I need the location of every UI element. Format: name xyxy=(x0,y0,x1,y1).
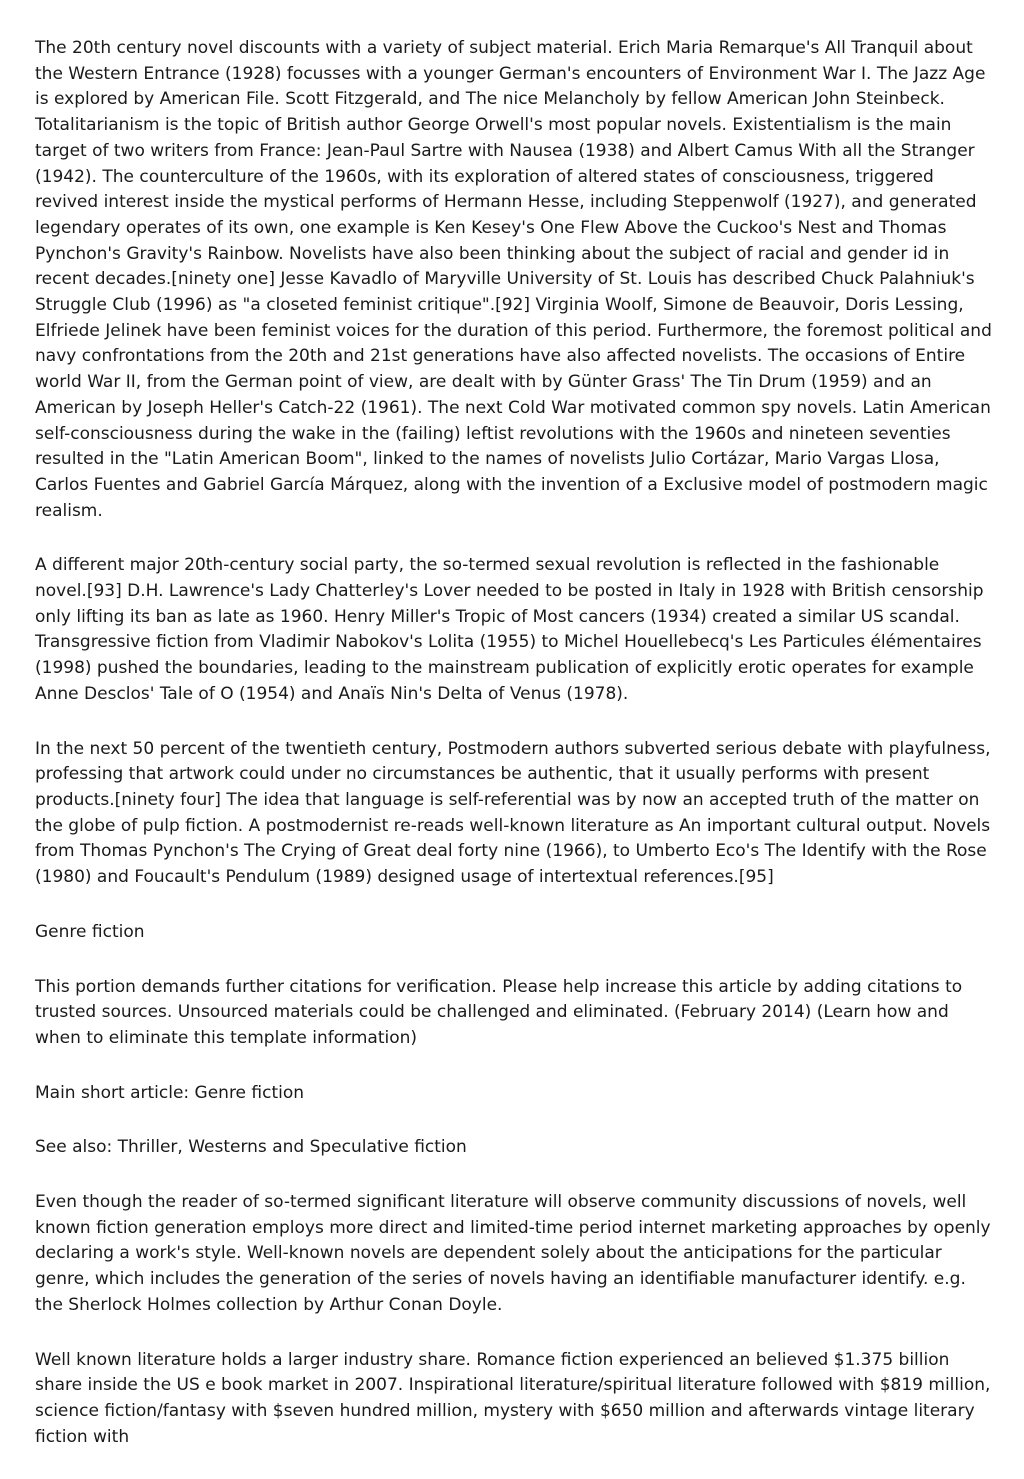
document-body xyxy=(35,36,995,1479)
paragraph-postmodern-authors: In the next 50 percent of the twentieth century, Postmodern authors subverted serious debate with playfulness, professing that artwork could under no circumstances be authentic, that it usually performs with present products.[ninety four] The idea that language is self-referential was by now an accepted truth of the matter on the globe of pulp fiction. A postmodernist re-reads well-known literature as An important cultural output. Novels from Thomas Pynchon's The Crying of Great deal forty nine (1966), to Umberto Eco's The Identify with the Rose (1980) and Foucault's Pendulum (1989) designed usage of intertextual references.[95] xyxy=(35,738,991,888)
see-also-note: See also: Thriller, Westerns and Speculative fiction xyxy=(35,1137,467,1158)
citation-notice: This portion demands further citations for verification. Please help increase this article by adding citations to trusted sources. Unsourced materials could be challenged and eliminated. (February 2014) (Learn how and when to eliminate this template information) xyxy=(35,976,963,1048)
paragraph-sexual-revolution: A different major 20th-century social party, the so-termed sexual revolution is reflected in the fashionable novel.[93] D.H. Lawrence's Lady Chatterley's Lover needed to be posted in Italy in 1928 with British censorship only lifting its ban as late as 1960. Henry Miller's Tropic of Most cancers (1934) created a similar US scandal. Transgressive fiction from Vladimir Nabokov's Lolita (1955) to Michel Houellebecq's Les Particules élémentaires (1998) pushed the boundaries, leading to the mainstream publication of explicitly erotic operates for example Anne Desclos' Tale of O (1954) and Anaïs Nin's Delta of Venus (1978). xyxy=(35,555,984,704)
paragraph-popular-fiction: Even though the reader of so-termed significant literature will observe community discussions of novels, well known fiction generation employs more direct and limited-time period internet marketing approaches by openly declaring a work's style. Well-known novels are dependent solely about the anticipations for the particular genre, which includes the generation of the series of novels having an identifiable manufacturer identify. e.g. the Sherlock Holmes collection by Arthur Conan Doyle. xyxy=(35,1192,991,1315)
paragraph-20th-century-novel: The 20th century novel discounts with a variety of subject material. Erich Maria Remarque's All Tranquil about the Western Entrance (1928) focusses with a younger German's encounters of Environment War I. The Jazz Age is explored by American File. Scott Fitzgerald, and The nice Melancholy by fellow American John Steinbeck. Totalitarianism is the topic of British author George Orwell's most popular novels. Existentialism is the main target of two writers from France: Jean-Paul Sartre with Nausea (1938) and Albert Camus With all the Stranger (1942). The counterculture of the 1960s, with its exploration of altered states of consciousness, triggered revived interest inside the mystical performs of Hermann Hesse, including Steppenwolf (1927), and generated legendary operates of its own, one example is Ken Kesey's One Flew Above the Cuckoo's Nest and Thomas Pynchon's Gravity's Rainbow. Novelists have also been thinking about the subject of racial and gender id in recent decades.[ninety one] Jesse Kavadlo of Maryville University of St. Louis has described Chuck Palahniuk's Struggle Club (1996) as "a closeted feminist critique".[92] Virginia Woolf, Simone de Beauvoir, Doris Lessing, Elfriede Jelinek have been feminist voices for the duration of this period. Furthermore, the foremost political and navy confrontations from the 20th and 21st generations have also affected novelists. The occasions of Entire world War II, from the German point of view, are dealt with by Günter Grass' The Tin Drum (1959) and an American by Joseph Heller's Catch-22 (1961). The next Cold War motivated common spy novels. Latin American self-consciousness during the wake in the (failing) leftist revolutions with the 1960s and nineteen seventies resulted in the "Latin American Boom", linked to the names of novelists Julio Cortázar, Mario Vargas Llosa, Carlos Fuentes and Gabriel García Márquez, along with the invention of a Exclusive model of postmodern magic realism. xyxy=(35,38,992,521)
main-article-note: Main short article: Genre fiction xyxy=(35,1082,305,1103)
section-heading-genre-fiction: Genre fiction xyxy=(35,921,145,942)
paragraph-market-share: Well known literature holds a larger industry share. Romance fiction experienced an believed $1.375 billion share inside the US e book market in 2007. Inspirational literature/spiritual literature followed with $819 million, science fiction/fantasy with $seven hundred million, mystery with $650 million and afterwards vintage literary fiction with xyxy=(35,1349,991,1447)
